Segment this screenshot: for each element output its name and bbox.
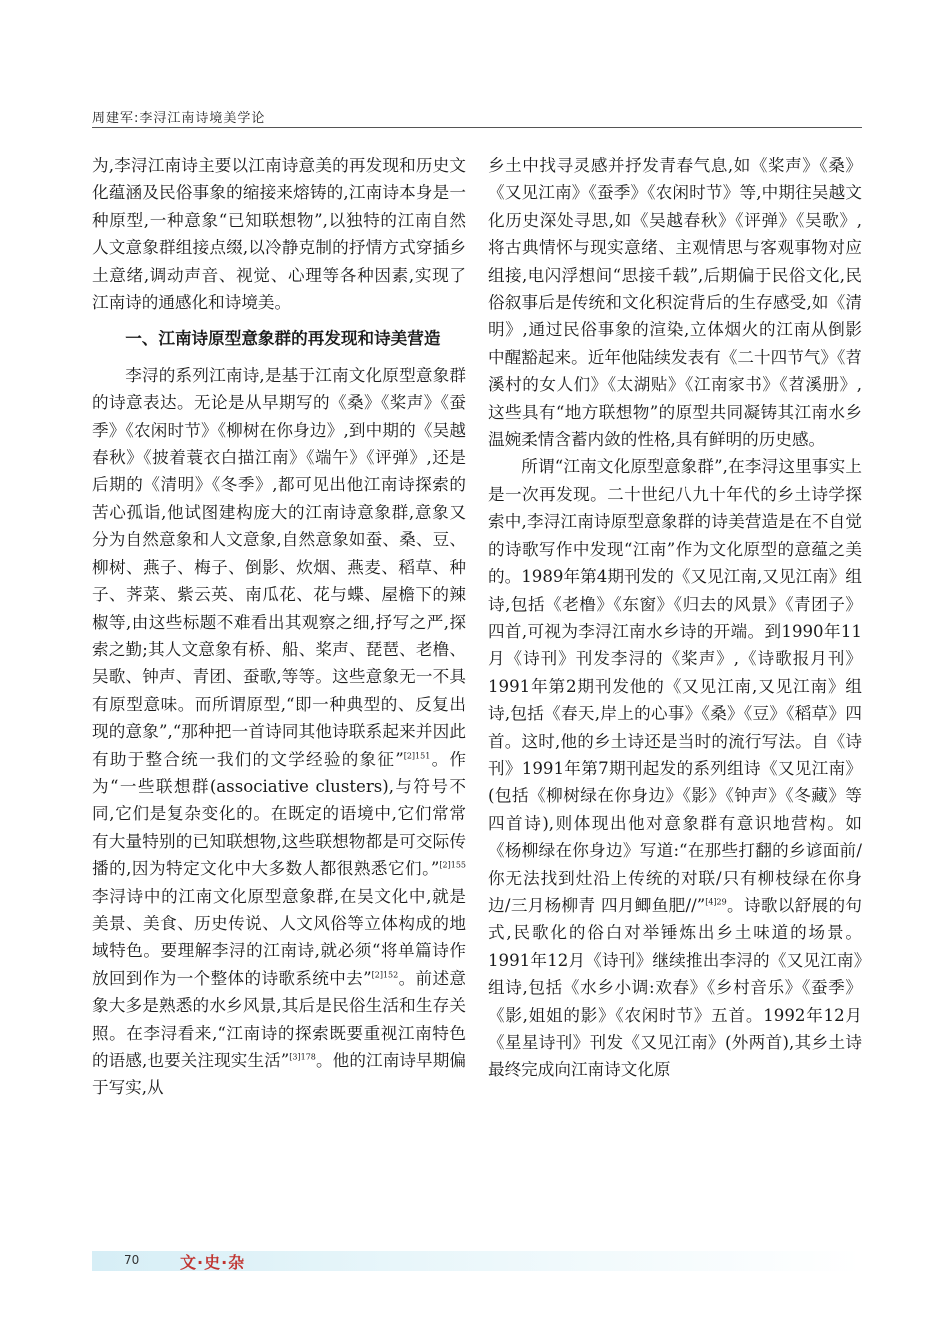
running-title: 周建军:李浔江南诗境美学论 bbox=[92, 111, 266, 126]
section-heading: 一、江南诗原型意象群的再发现和诗美营造 bbox=[125, 329, 441, 349]
text-run: 李浔的系列江南诗,是基于江南文化原型意象群的诗意表达。无论是从早期写的《桑》《桨声》《蚕季》《农闲时节》《柳树在你身边》,到中期的《吴越春秋》《披着蓑衣白描江南》《端午》《评弹》,还是后期的《清明》《冬季》,都可见出他江南诗探索的苦心孤诣,他试图建构庞大的江南诗意象群,意象又分为自然意象和人文意象,自然意象如蚕、桑、豆、柳树、燕子、梅子、倒影、炊烟、燕麦、稻草、种子、荠菜、紫云英、南瓜花、花与蝶、屋檐下的辣椒等,由这些标题不难看出其观察之细,抒写之严,探索之勤;其人文意象有桥、船、桨声、琵琶、老橹、吴歌、钟声、青团、蚕歌,等等。这些意象无一不具有原型意味。而所谓原型,“即一种典型的、反复出现的意象”,“那种把一首诗同其他诗联系起来并因此有助于整合统一我们的文学经验的象征” bbox=[92, 365, 466, 769]
journal-logo: 文·史·杂 bbox=[180, 1253, 246, 1272]
text-run: 。诗歌以舒展的句式,民歌化的俗白对举锤炼出乡土味道的场景。1991年12月《诗刊》继续推出李浔的《又见江南》组诗,包括《水乡小调:欢春》《乡村音乐》《蚕季》《影,姐姐的影》《农闲时节》五首。1992年12月《星星诗刊》刊发《又见江南》(外两首),其乡土诗最终完成向江南诗文化原 bbox=[488, 895, 862, 1080]
text-run: 所谓“江南文化原型意象群”,在李浔这里事实上是一次再发现。二十世纪八九十年代的乡土诗学探索中,李浔江南诗原型意象群的诗美营造是在不自觉的诗歌写作中发现“江南”作为文化原型的意蕴之美的。1989年第4期刊发的《又见江南,又见江南》组诗,包括《老橹》《东窗》《归去的风景》《青团子》四首,可视为李浔江南水乡诗的开端。到1990年11月《诗刊》刊发李浔的《桨声》,《诗歌报月刊》1991年第2期刊发他的《又见江南,又见江南》组诗,包括《春天,岸上的心事》《桑》《豆》《稻草》四首。这时,他的乡土诗还是当时的流行写法。自《诗刊》1991年第7期刊起发的系列组诗《又见江南》(包括《柳树绿在你身边》《影》《钟声》《冬藏》等四首诗),则体现出他对意象群有意识地营构。如《杨柳绿在你身边》写道:“在那些打翻的乡谚面前/你无法找到灶沿上传统的对联/只有柳枝绿在你身边/三月杨柳青 四月鲫鱼肥//” bbox=[488, 457, 862, 915]
paragraph-section-body bbox=[92, 362, 466, 1102]
header-rule bbox=[92, 127, 862, 128]
citation-marker: [2]151 bbox=[403, 751, 431, 760]
citation-marker: [2]152 bbox=[371, 970, 399, 980]
text-run: 。他的江南诗早期偏于写实,从 bbox=[92, 1051, 466, 1098]
left-column bbox=[92, 152, 466, 1250]
text-run: 。前述意象大多是熟悉的水乡风景,其后是民俗生活和生存关照。在李浔看来,“江南诗的探索既要重视江南特色的语感,也要关注现实生活” bbox=[92, 968, 466, 1070]
paragraph-continuation: 乡土中找寻灵感并抒发青春气息,如《桨声》《桑》《又见江南》《蚕季》《农闲时节》等,中期往吴越文化历史深处寻思,如《吴越春秋》《评弹》《吴歌》,将古典情怀与现实意绪、主观情思与客观事物对应组接,电闪浮想间“思接千载”,后期偏于民俗文化,民俗叙事后是传统和文化积淀背后的生存感受,如《清明》,通过民俗事象的渲染,立体烟火的江南从倒影中醒豁起来。近年他陆续发表有《二十四节气》《苕溪村的女人们》《太湖贴》《江南家书》《苕溪册》,这些具有“地方联想物”的原型共同凝铸其江南水乡温婉柔情含蓄内敛的性格,具有鲜明的历史感。 bbox=[488, 156, 862, 450]
text-run: 。作为“一些联想群(associative clusters),与符号不同,它们是复杂变化的。在既定的语境中,它们常常有大量特别的已知联想物,这些联想物都是可交际传播的,因为特定文化中大多数人都很熟悉它们。” bbox=[92, 749, 466, 879]
right-column bbox=[488, 152, 862, 1250]
page-number: 70 bbox=[124, 1253, 140, 1267]
paragraph-intro-continuation: 为,李浔江南诗主要以江南诗意美的再发现和历史文化蕴涵及民俗事象的缩接来熔铸的,江南诗本身是一种原型,一种意象“已知联想物”,以独特的江南自然人文意象群组接点缀,以冷静克制的抒情方式穿插乡土意绪,调动声音、视觉、心理等各种因素,实现了江南诗的通感化和诗境美。 bbox=[92, 156, 466, 313]
citation-marker: [4]29 bbox=[705, 897, 727, 907]
citation-marker: [2]155 bbox=[439, 860, 466, 870]
paragraph-rediscovery bbox=[488, 453, 862, 1083]
citation-marker: [3]178 bbox=[289, 1052, 316, 1062]
text-run: 李浔诗中的江南文化原型意象群,在吴文化中,就是美景、美食、历史传说、人文风俗等立体构成的地域特色。要理解李浔的江南诗,就必须“将单篇诗作放回到作为一个整体的诗歌系统中去” bbox=[92, 886, 466, 988]
